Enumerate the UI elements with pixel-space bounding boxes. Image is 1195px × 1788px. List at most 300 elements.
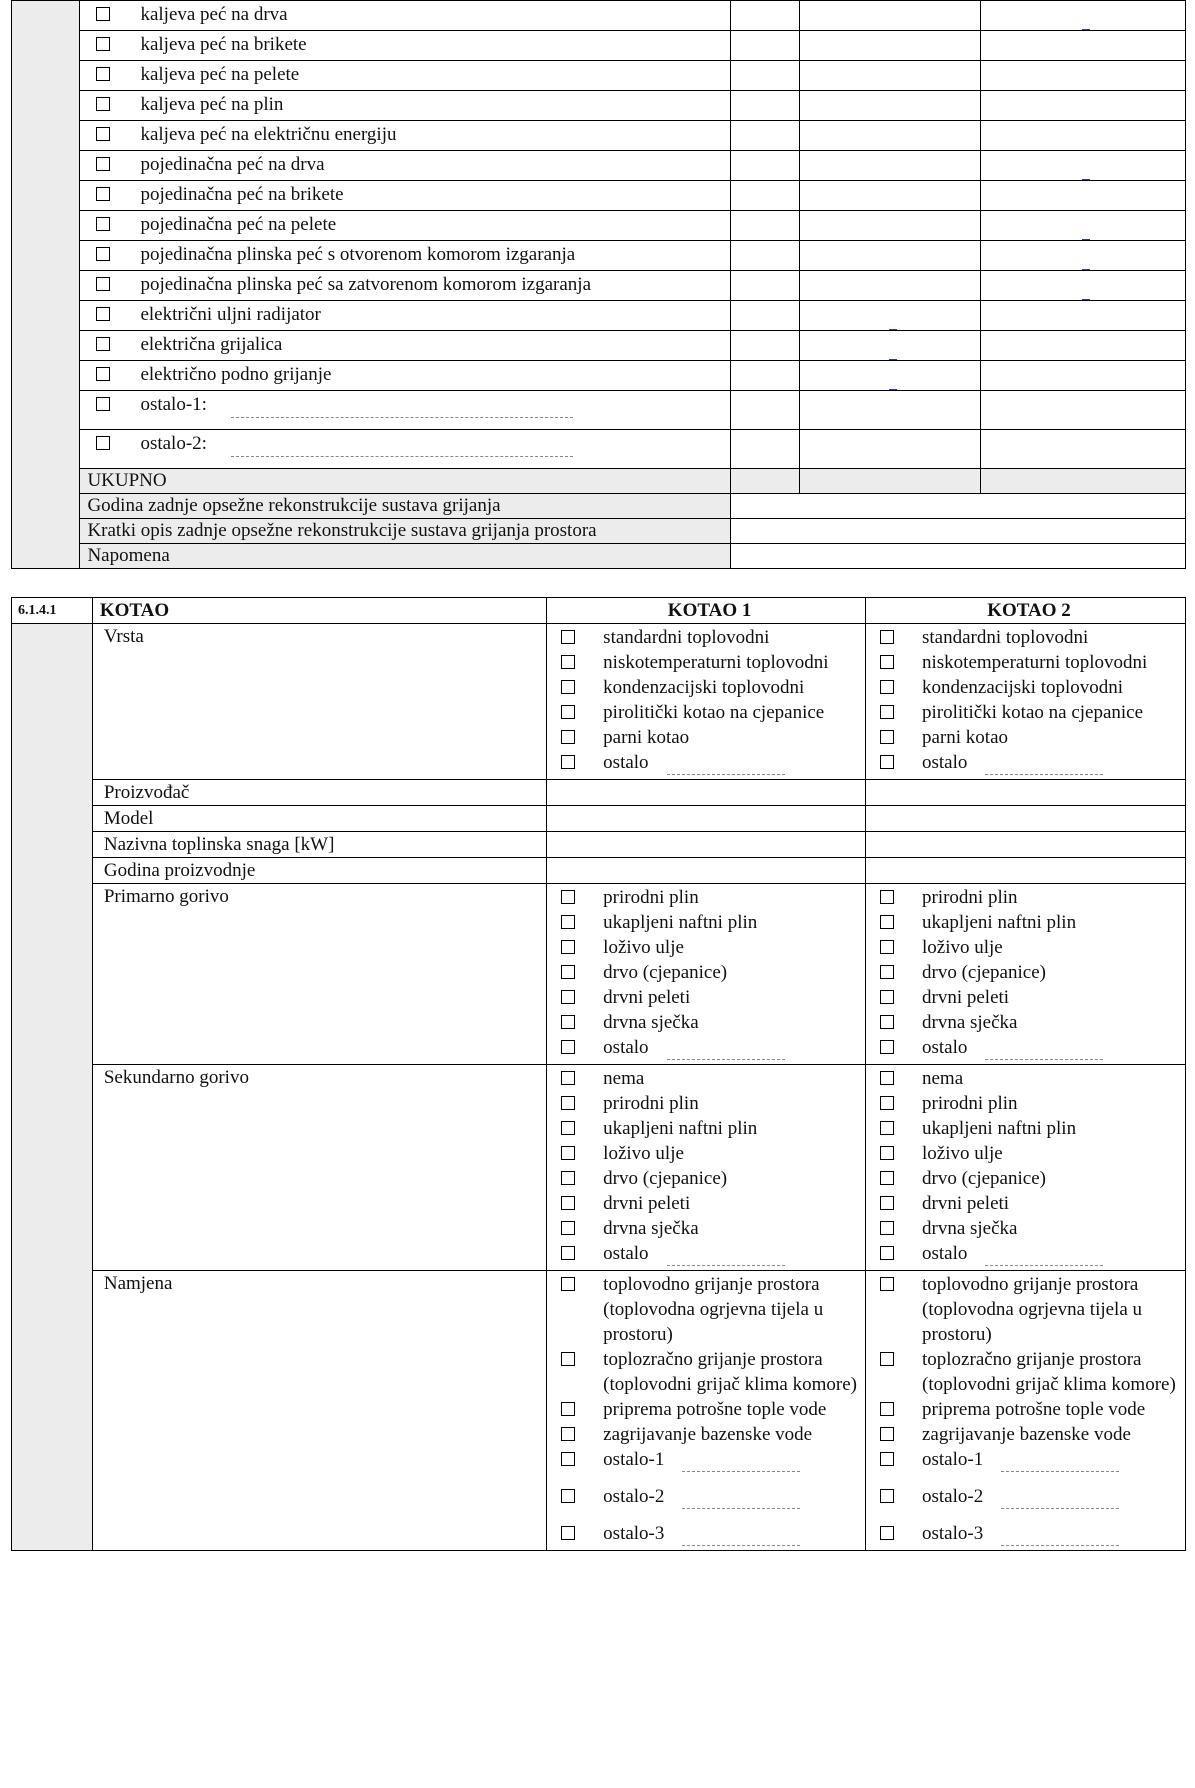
other-checkbox[interactable] — [96, 436, 110, 450]
value-cell[interactable] — [730, 1, 800, 31]
option-label: drvo (cjepanice) — [603, 1168, 728, 1189]
value-cell[interactable] — [800, 301, 980, 331]
option-label: nema — [922, 1068, 964, 1089]
option-label: standardni toplovodni — [603, 627, 770, 648]
footer-row — [12, 494, 1186, 519]
option-label: ostalo-1 — [922, 1449, 984, 1470]
option[interactable] — [880, 1484, 1185, 1509]
option-text — [603, 1191, 690, 1216]
option[interactable] — [561, 750, 865, 775]
value-cell[interactable] — [980, 271, 1185, 301]
table-row — [12, 430, 1186, 469]
option-checkbox[interactable] — [880, 1452, 894, 1466]
value-cell[interactable] — [866, 780, 1186, 806]
fill-in-line[interactable] — [682, 1494, 800, 1509]
item-checkbox[interactable] — [96, 127, 110, 141]
option-checkbox[interactable] — [561, 1526, 575, 1540]
value-cell[interactable] — [730, 91, 800, 121]
value-cell[interactable] — [980, 151, 1185, 181]
option[interactable] — [880, 910, 1185, 935]
other-label: ostalo-2: — [140, 433, 207, 454]
value-cell[interactable] — [730, 211, 800, 241]
not-applicable-mark — [1082, 212, 1090, 240]
spacer — [561, 1472, 865, 1484]
row-label: Model — [92, 806, 546, 832]
not-applicable-mark — [1082, 152, 1090, 180]
option-checkbox[interactable] — [561, 1146, 575, 1160]
option-text — [922, 1347, 1185, 1397]
option-label: ostalo — [922, 1037, 968, 1058]
value-cell[interactable] — [980, 241, 1185, 271]
value-cell[interactable] — [980, 121, 1185, 151]
option-checkbox[interactable] — [561, 1277, 575, 1291]
option-checkbox[interactable] — [880, 940, 894, 954]
option-text — [603, 650, 828, 675]
value-cell[interactable] — [800, 430, 980, 469]
option-label: drvna sječka — [922, 1012, 1018, 1033]
item-checkbox[interactable] — [96, 97, 110, 111]
option-checkbox[interactable] — [880, 1352, 894, 1366]
option[interactable] — [880, 1116, 1185, 1141]
option-text — [603, 1241, 784, 1266]
option-checkbox[interactable] — [561, 1121, 575, 1135]
table-row — [12, 91, 1186, 121]
option-label: drvna sječka — [603, 1218, 699, 1239]
option[interactable] — [880, 1347, 1185, 1397]
value-cell[interactable] — [547, 806, 866, 832]
item-cell — [80, 61, 730, 91]
option[interactable] — [561, 985, 865, 1010]
value-cell[interactable] — [730, 430, 800, 469]
option-label: parni kotao — [922, 727, 1009, 748]
option[interactable] — [880, 725, 1185, 750]
option-label: standardni toplovodni — [922, 627, 1089, 648]
option-text — [922, 910, 1076, 935]
option-text — [922, 1010, 1017, 1035]
option-checkbox[interactable] — [880, 655, 894, 669]
option-label: prirodni plin — [922, 1093, 1018, 1114]
option-text — [922, 750, 1103, 775]
item-checkbox[interactable] — [96, 217, 110, 231]
option[interactable] — [561, 1035, 865, 1060]
option-checkbox[interactable] — [880, 965, 894, 979]
option-label: pirolitički kotao na cjepanice — [603, 702, 825, 723]
value-cell[interactable] — [800, 331, 980, 361]
value-cell[interactable] — [730, 391, 800, 430]
option[interactable] — [561, 910, 865, 935]
option[interactable] — [880, 625, 1185, 650]
option-label: ostalo — [922, 1243, 968, 1264]
option[interactable] — [880, 1216, 1185, 1241]
option[interactable] — [561, 1447, 865, 1472]
option-checkbox[interactable] — [561, 1171, 575, 1185]
option-checkbox[interactable] — [561, 1071, 575, 1085]
option-checkbox[interactable] — [880, 1246, 894, 1260]
option-checkbox[interactable] — [880, 1277, 894, 1291]
option-checkbox[interactable] — [880, 915, 894, 929]
option[interactable] — [561, 650, 865, 675]
option-checkbox[interactable] — [561, 1452, 575, 1466]
fill-in-line[interactable] — [985, 1045, 1103, 1060]
option-label: ukapljeni naftni plin — [603, 912, 758, 933]
option[interactable] — [561, 1397, 865, 1422]
item-checkbox[interactable] — [96, 37, 110, 51]
value-cell[interactable] — [980, 61, 1185, 91]
item-label: pojedinačna peć na brikete — [140, 184, 344, 205]
option-checkbox[interactable] — [561, 915, 575, 929]
value-cell[interactable] — [800, 121, 980, 151]
option-label: ostalo — [603, 1243, 649, 1264]
table-row — [12, 1271, 1186, 1551]
option-checkbox[interactable] — [880, 1071, 894, 1085]
option-label: drvo (cjepanice) — [922, 1168, 1046, 1189]
value-cell[interactable] — [980, 211, 1185, 241]
item-checkbox[interactable] — [96, 247, 110, 261]
options-cell — [547, 1065, 866, 1271]
option-label: priprema potrošne tople vode — [603, 1399, 827, 1420]
option[interactable] — [561, 1216, 865, 1241]
option-checkbox[interactable] — [561, 990, 575, 1004]
option-checkbox[interactable] — [561, 655, 575, 669]
option[interactable] — [880, 1141, 1185, 1166]
option-label: priprema potrošne tople vode — [922, 1399, 1146, 1420]
value-cell[interactable] — [547, 858, 866, 884]
option[interactable] — [880, 1272, 1185, 1347]
fill-in-line[interactable] — [682, 1457, 800, 1472]
value-cell[interactable] — [730, 331, 800, 361]
fill-in-line[interactable] — [1001, 1531, 1119, 1546]
option-checkbox[interactable] — [880, 990, 894, 1004]
option[interactable] — [880, 885, 1185, 910]
option-checkbox[interactable] — [880, 1146, 894, 1160]
option-checkbox[interactable] — [880, 1489, 894, 1503]
option[interactable] — [561, 1141, 865, 1166]
option[interactable] — [880, 935, 1185, 960]
not-applicable-mark — [889, 302, 897, 330]
value-cell[interactable] — [730, 361, 800, 391]
option[interactable] — [880, 960, 1185, 985]
option-label: drvni peleti — [603, 987, 691, 1008]
value-cell[interactable] — [730, 241, 800, 271]
option-text — [922, 1484, 1119, 1509]
value-cell[interactable] — [980, 331, 1185, 361]
item-label: pojedinačna plinska peć s otvorenom komorom izgaranja — [140, 244, 576, 265]
option[interactable] — [561, 1521, 865, 1546]
option-checkbox[interactable] — [561, 1352, 575, 1366]
option-text — [603, 1166, 727, 1191]
table-row — [12, 211, 1186, 241]
option[interactable] — [880, 1010, 1185, 1035]
value-cell[interactable] — [980, 430, 1185, 469]
option-checkbox[interactable] — [561, 1402, 575, 1416]
fill-in-line[interactable] — [667, 1045, 785, 1060]
option[interactable] — [561, 1272, 865, 1347]
option[interactable] — [880, 1422, 1185, 1447]
value-cell[interactable] — [866, 806, 1186, 832]
value-cell[interactable] — [980, 1, 1185, 31]
item-label: pojedinačna peć na drva — [140, 154, 325, 175]
option-label: prirodni plin — [922, 887, 1018, 908]
item-checkbox[interactable] — [96, 337, 110, 351]
item-checkbox[interactable] — [96, 157, 110, 171]
option[interactable] — [880, 675, 1185, 700]
option-checkbox[interactable] — [880, 1196, 894, 1210]
option[interactable] — [561, 1347, 865, 1397]
option[interactable] — [561, 885, 865, 910]
value-cell[interactable] — [730, 151, 800, 181]
value-cell[interactable] — [800, 241, 980, 271]
value-cell[interactable] — [730, 301, 800, 331]
option[interactable] — [561, 1091, 865, 1116]
total-cell — [730, 469, 800, 494]
option[interactable] — [561, 725, 865, 750]
item-cell — [80, 211, 730, 241]
value-cell[interactable] — [800, 271, 980, 301]
option-checkbox[interactable] — [561, 705, 575, 719]
footer-row — [12, 519, 1186, 544]
option-text — [603, 1141, 684, 1166]
option[interactable] — [880, 700, 1185, 725]
value-cell[interactable] — [730, 61, 800, 91]
value-cell[interactable] — [800, 361, 980, 391]
left-margin-cell — [12, 1, 80, 569]
option-checkbox[interactable] — [561, 1040, 575, 1054]
option-label: drvo (cjepanice) — [603, 962, 728, 983]
option-checkbox[interactable] — [880, 730, 894, 744]
value-cell[interactable] — [730, 181, 800, 211]
option-label: toplozračno grijanje prostora (toplovodni grijač klima komore) — [922, 1349, 1176, 1395]
item-checkbox[interactable] — [96, 277, 110, 291]
option-text — [922, 1116, 1076, 1141]
option[interactable] — [880, 1241, 1185, 1266]
option[interactable] — [561, 1422, 865, 1447]
boiler-title: KOTAO — [92, 598, 546, 624]
value-cell[interactable] — [980, 301, 1185, 331]
option[interactable] — [561, 700, 865, 725]
option[interactable] — [561, 1166, 865, 1191]
option[interactable] — [880, 1166, 1185, 1191]
option-checkbox[interactable] — [561, 965, 575, 979]
option-text — [922, 1397, 1145, 1422]
option[interactable] — [561, 1241, 865, 1266]
option-text — [603, 910, 757, 935]
option-checkbox[interactable] — [880, 755, 894, 769]
value-cell[interactable] — [730, 121, 800, 151]
option[interactable] — [561, 1191, 865, 1216]
item-checkbox[interactable] — [96, 367, 110, 381]
option-label: toplovodno grijanje prostora (toplovodna ogrjevna tijela u prostoru) — [922, 1274, 1143, 1345]
item-cell — [80, 430, 730, 469]
option[interactable] — [561, 1484, 865, 1509]
option-label: ostalo-1 — [603, 1449, 665, 1470]
option-label: zagrijavanje bazenske vode — [603, 1424, 813, 1445]
value-cell[interactable] — [980, 91, 1185, 121]
option-checkbox[interactable] — [561, 755, 575, 769]
item-checkbox[interactable] — [96, 187, 110, 201]
option[interactable] — [561, 1010, 865, 1035]
option-checkbox[interactable] — [561, 1015, 575, 1029]
form-page — [11, 0, 1186, 1551]
option-checkbox[interactable] — [561, 730, 575, 744]
value-cell[interactable] — [980, 181, 1185, 211]
not-applicable-mark — [889, 362, 897, 390]
option-checkbox[interactable] — [880, 705, 894, 719]
spacer — [880, 1509, 1185, 1521]
option[interactable] — [561, 935, 865, 960]
option-text — [603, 1422, 812, 1447]
item-label: pojedinačna plinska peć sa zatvorenom komorom izgaranja — [140, 274, 592, 295]
option[interactable] — [880, 1521, 1185, 1546]
option[interactable] — [561, 675, 865, 700]
option-label: drvni peleti — [603, 1193, 691, 1214]
option[interactable] — [880, 750, 1185, 775]
option-label: drvna sječka — [922, 1218, 1018, 1239]
option[interactable] — [561, 960, 865, 985]
value-cell[interactable] — [980, 31, 1185, 61]
option-label: loživo ulje — [603, 1143, 684, 1164]
value-cell[interactable] — [800, 391, 980, 430]
option[interactable] — [880, 1447, 1185, 1472]
value-cell[interactable] — [980, 361, 1185, 391]
option-text — [603, 1216, 698, 1241]
option[interactable] — [880, 1091, 1185, 1116]
option-checkbox[interactable] — [561, 1489, 575, 1503]
option-label: nema — [603, 1068, 645, 1089]
option-text — [922, 1035, 1103, 1060]
footer-row — [12, 544, 1186, 569]
option-text — [922, 1141, 1003, 1166]
option[interactable] — [880, 1397, 1185, 1422]
table-row — [12, 61, 1186, 91]
option[interactable] — [880, 650, 1185, 675]
option-text — [603, 725, 689, 750]
option-label: niskotemperaturni toplovodni — [922, 652, 1148, 673]
option-checkbox[interactable] — [880, 1040, 894, 1054]
option-checkbox[interactable] — [561, 1196, 575, 1210]
value-cell[interactable] — [547, 780, 866, 806]
option[interactable] — [880, 985, 1185, 1010]
option-checkbox[interactable] — [561, 1221, 575, 1235]
value-cell[interactable] — [800, 151, 980, 181]
item-label: kaljeva peć na pelete — [140, 64, 300, 85]
fill-in-line[interactable] — [667, 1251, 785, 1266]
option[interactable] — [880, 1066, 1185, 1091]
option-checkbox[interactable] — [880, 1402, 894, 1416]
option-text — [922, 885, 1018, 910]
fill-in-line[interactable] — [231, 399, 573, 418]
value-cell[interactable] — [800, 91, 980, 121]
option-checkbox[interactable] — [880, 1526, 894, 1540]
option[interactable] — [880, 1035, 1185, 1060]
option-checkbox[interactable] — [880, 1096, 894, 1110]
option-text — [922, 725, 1008, 750]
item-cell — [80, 31, 730, 61]
value-cell[interactable] — [730, 31, 800, 61]
option-text — [922, 1216, 1017, 1241]
footer-value-cell[interactable] — [730, 544, 1185, 569]
option-label: niskotemperaturni toplovodni — [603, 652, 829, 673]
option-label: ukapljeni naftni plin — [603, 1118, 758, 1139]
value-cell[interactable] — [730, 271, 800, 301]
fill-in-line[interactable] — [682, 1531, 800, 1546]
option-checkbox[interactable] — [880, 1171, 894, 1185]
option-text — [603, 885, 699, 910]
value-cell[interactable] — [866, 832, 1186, 858]
option-checkbox[interactable] — [880, 1427, 894, 1441]
option-text — [922, 1091, 1018, 1116]
value-cell[interactable] — [800, 61, 980, 91]
option[interactable] — [561, 1116, 865, 1141]
item-cell — [80, 1, 730, 31]
fill-in-line[interactable] — [985, 760, 1103, 775]
value-cell[interactable] — [800, 31, 980, 61]
other-checkbox[interactable] — [96, 397, 110, 411]
table-row — [12, 31, 1186, 61]
item-label: električno podno grijanje — [140, 364, 332, 385]
value-cell[interactable] — [980, 391, 1185, 430]
option-label: loživo ulje — [603, 937, 684, 958]
item-checkbox[interactable] — [96, 67, 110, 81]
footer-value-cell[interactable] — [730, 494, 1185, 519]
option-checkbox[interactable] — [561, 630, 575, 644]
option-checkbox[interactable] — [880, 630, 894, 644]
footer-label: Godina zadnje opsežne rekonstrukcije sustava grijanja — [80, 494, 730, 519]
row-label: Namjena — [92, 1271, 546, 1551]
option-checkbox[interactable] — [880, 890, 894, 904]
value-cell[interactable] — [800, 211, 980, 241]
fill-in-line[interactable] — [1001, 1494, 1119, 1509]
option-text — [603, 1066, 644, 1091]
fill-in-line[interactable] — [667, 760, 785, 775]
item-checkbox[interactable] — [96, 307, 110, 321]
option-checkbox[interactable] — [561, 940, 575, 954]
heating-devices-table — [11, 0, 1186, 569]
option-text — [603, 675, 804, 700]
footer-value-cell[interactable] — [730, 519, 1185, 544]
option[interactable] — [561, 625, 865, 650]
item-cell — [80, 331, 730, 361]
value-cell[interactable] — [800, 1, 980, 31]
boiler-1-header: KOTAO 1 — [547, 598, 866, 624]
option[interactable] — [880, 1191, 1185, 1216]
option-text — [603, 1447, 800, 1472]
option-checkbox[interactable] — [561, 1246, 575, 1260]
option-checkbox[interactable] — [880, 1121, 894, 1135]
option-label: ostalo-2 — [922, 1486, 984, 1507]
footer-label: Kratki opis zadnje opsežne rekonstrukcije sustava grijanja prostora — [80, 519, 730, 544]
item-checkbox[interactable] — [96, 7, 110, 21]
table-row — [12, 151, 1186, 181]
item-cell — [80, 151, 730, 181]
option-checkbox[interactable] — [561, 680, 575, 694]
option-label: pirolitički kotao na cjepanice — [922, 702, 1144, 723]
value-cell[interactable] — [800, 181, 980, 211]
option-checkbox[interactable] — [880, 1221, 894, 1235]
fill-in-line[interactable] — [985, 1251, 1103, 1266]
fill-in-line[interactable] — [231, 438, 573, 457]
option-checkbox[interactable] — [561, 890, 575, 904]
option-checkbox[interactable] — [561, 1096, 575, 1110]
value-cell[interactable] — [866, 858, 1186, 884]
option-checkbox[interactable] — [561, 1427, 575, 1441]
fill-in-line[interactable] — [1001, 1457, 1119, 1472]
value-cell[interactable] — [547, 832, 866, 858]
option-checkbox[interactable] — [880, 680, 894, 694]
option[interactable] — [561, 1066, 865, 1091]
option-text — [603, 750, 784, 775]
option-checkbox[interactable] — [880, 1015, 894, 1029]
item-cell — [80, 91, 730, 121]
